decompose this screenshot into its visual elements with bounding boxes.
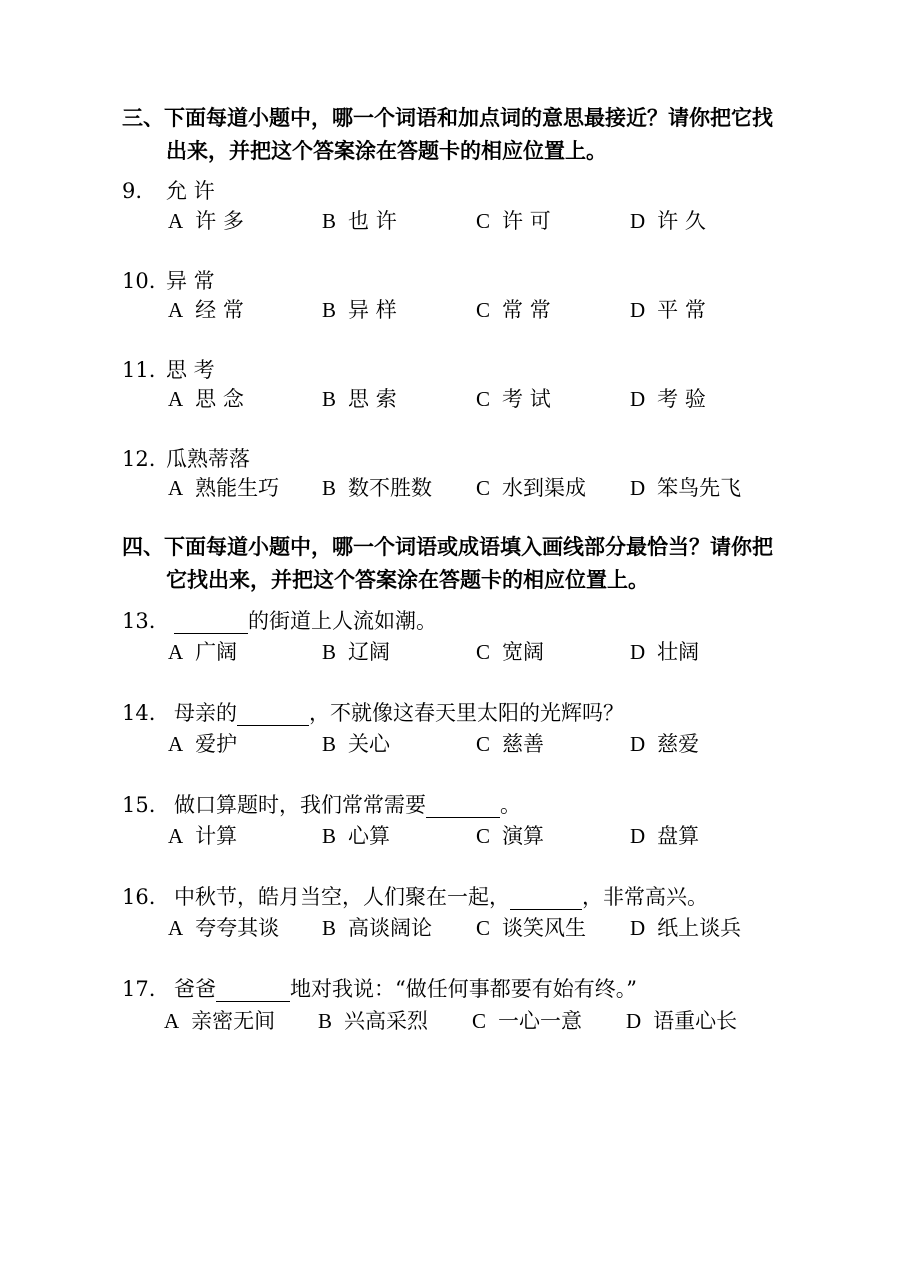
option-a[interactable]: A 广阔 (168, 640, 238, 664)
option-a[interactable]: A 爱护 (168, 732, 238, 756)
option-b[interactable]: B 心算 (322, 824, 391, 848)
option-c[interactable]: C 许 可 (476, 209, 551, 233)
option-c[interactable]: C 考 试 (476, 387, 551, 411)
section-3-heading-line2: 出来，并把这个答案涂在答题卡的相应位置上。 (166, 139, 607, 163)
option-b[interactable]: B 关心 (322, 732, 391, 756)
option-d[interactable]: D 纸上谈兵 (630, 916, 742, 940)
section-3-heading-line1: 三、下面每道小题中，哪一个词语和加点词的意思最接近？请你把它找 (122, 106, 773, 130)
section-4-heading-line2: 它找出来，并把这个答案涂在答题卡的相应位置上。 (166, 568, 649, 592)
option-d[interactable]: D 语重心长 (626, 1009, 738, 1033)
option-a[interactable]: A 亲密无间 (164, 1009, 276, 1033)
option-a[interactable]: A 许 多 (168, 209, 244, 233)
option-b[interactable]: B 也 许 (322, 209, 397, 233)
question-number: 17. (122, 977, 156, 1001)
question-stem-post: ，不就像这春天里太阳的光辉吗？ (309, 701, 624, 725)
option-b[interactable]: B 思 索 (322, 387, 397, 411)
section-4-heading (122, 531, 802, 597)
question-stem: 思 考 (166, 358, 215, 382)
option-d[interactable]: D 考 验 (630, 387, 706, 411)
option-c[interactable]: C 常 常 (476, 298, 551, 322)
question-stem-pre: 做口算题时，我们常常需要 (174, 793, 426, 817)
option-a[interactable]: A 计算 (168, 824, 238, 848)
question-number: 16. (122, 885, 156, 909)
answer-blank (216, 979, 290, 1002)
question-17 (122, 974, 637, 1004)
option-a[interactable]: A 夸夸其谈 (168, 916, 280, 940)
option-b[interactable]: B 数不胜数 (322, 476, 433, 500)
question-13 (122, 606, 437, 636)
option-b[interactable]: B 辽阔 (322, 640, 391, 664)
question-number: 14. (122, 701, 156, 725)
question-10 (122, 266, 215, 296)
question-number: 15. (122, 793, 156, 817)
question-stem: 瓜熟蒂落 (166, 447, 250, 471)
answer-blank (237, 703, 309, 726)
option-c[interactable]: C 慈善 (476, 732, 545, 756)
question-stem-pre: 中秋节，皓月当空，人们聚在一起， (174, 885, 510, 909)
question-number: 9. (122, 179, 143, 203)
option-d[interactable]: D 平 常 (630, 298, 706, 322)
option-b[interactable]: B 兴高采烈 (318, 1009, 429, 1033)
question-stem: 允 许 (166, 179, 215, 203)
section-3-heading (122, 102, 802, 168)
question-stem-post: 。 (500, 793, 521, 817)
option-c[interactable]: C 水到渠成 (476, 476, 587, 500)
question-12 (122, 444, 250, 474)
question-stem-post: 地对我说：“做任何事都要有始有终。” (290, 977, 637, 1001)
option-d[interactable]: D 壮阔 (630, 640, 700, 664)
question-number: 11. (122, 358, 156, 382)
option-b[interactable]: B 高谈阔论 (322, 916, 433, 940)
question-16 (122, 882, 708, 912)
option-a[interactable]: A 熟能生巧 (168, 476, 280, 500)
question-number: 12. (122, 447, 156, 471)
option-c[interactable]: C 宽阔 (476, 640, 545, 664)
question-9 (122, 176, 215, 206)
question-stem-post: 的街道上人流如潮。 (248, 609, 437, 633)
question-number: 13. (122, 609, 156, 633)
answer-blank (426, 795, 500, 818)
answer-blank (174, 611, 248, 634)
question-11 (122, 355, 215, 385)
option-a[interactable]: A 经 常 (168, 298, 244, 322)
option-c[interactable]: C 一心一意 (472, 1009, 583, 1033)
question-15 (122, 790, 521, 820)
option-b[interactable]: B 异 样 (322, 298, 397, 322)
section-4-heading-line1: 四、下面每道小题中，哪一个词语或成语填入画线部分最恰当？请你把 (122, 535, 773, 559)
question-number: 10. (122, 269, 156, 293)
question-stem: 异 常 (166, 269, 215, 293)
question-stem-post: ，非常高兴。 (582, 885, 708, 909)
answer-blank (510, 887, 582, 910)
option-d[interactable]: D 盘算 (630, 824, 700, 848)
option-d[interactable]: D 笨鸟先飞 (630, 476, 742, 500)
option-c[interactable]: C 谈笑风生 (476, 916, 587, 940)
option-c[interactable]: C 演算 (476, 824, 545, 848)
question-14 (122, 698, 624, 728)
option-d[interactable]: D 许 久 (630, 209, 706, 233)
question-stem-pre: 爸爸 (174, 977, 216, 1001)
question-stem-pre: 母亲的 (174, 701, 237, 725)
option-a[interactable]: A 思 念 (168, 387, 244, 411)
option-d[interactable]: D 慈爱 (630, 732, 700, 756)
